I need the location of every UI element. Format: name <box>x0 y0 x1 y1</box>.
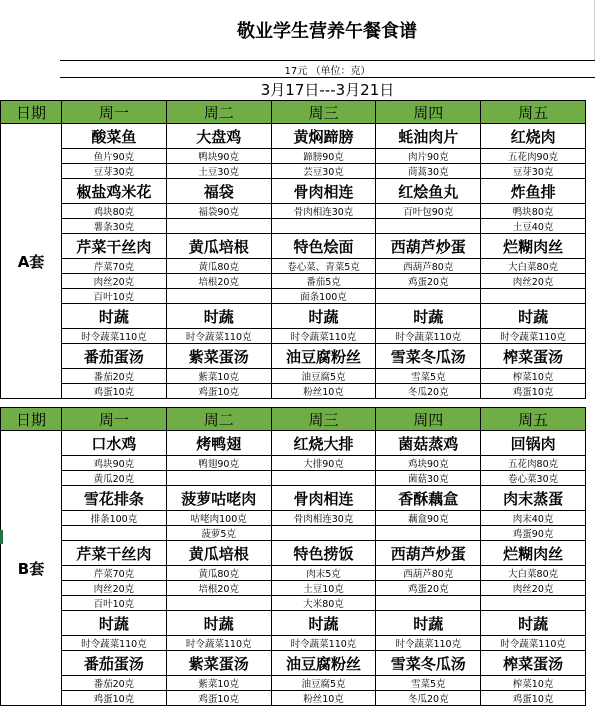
dish-name-cell: 香酥藕盒 <box>376 486 481 511</box>
ingredient-cell <box>376 289 481 304</box>
ingredient-cell: 鸡块80克 <box>62 204 167 219</box>
dish-name-cell: 时蔬 <box>481 611 586 636</box>
ingredient-cell: 菠萝5克 <box>166 526 271 541</box>
ingredient-cell: 时令蔬菜110克 <box>376 329 481 344</box>
dish-name-cell: 榨菜蛋汤 <box>481 651 586 676</box>
ingredient-cell: 福袋90克 <box>166 204 271 219</box>
dish-name-cell: 黄瓜培根 <box>166 541 271 566</box>
ingredient-row <box>1 259 586 274</box>
date-range: 3月17日---3月21日 <box>260 80 395 99</box>
ingredient-row <box>1 511 586 526</box>
ingredient-cell: 咕咾肉100克 <box>166 511 271 526</box>
dish-name-cell: 紫菜蛋汤 <box>166 651 271 676</box>
dish-name-cell: 时蔬 <box>376 304 481 329</box>
ingredient-cell: 骨肉相连30克 <box>271 511 376 526</box>
ingredient-cell: 冬瓜20克 <box>376 691 481 706</box>
ingredient-cell: 西葫芦80克 <box>376 259 481 274</box>
ingredient-row <box>1 274 586 289</box>
dish-name-cell: 西葫芦炒蛋 <box>376 541 481 566</box>
ingredient-cell: 紫菜10克 <box>166 676 271 691</box>
ingredient-cell: 鸡蛋20克 <box>376 274 481 289</box>
ingredient-cell: 粉丝10克 <box>271 384 376 399</box>
set-label: A套 <box>1 124 62 399</box>
dish-name-cell: 雪花排条 <box>62 486 167 511</box>
dish-row <box>1 651 586 676</box>
ingredient-cell: 肉末40克 <box>481 511 586 526</box>
ingredient-row <box>1 526 586 541</box>
ingredient-cell: 雪菜5克 <box>376 676 481 691</box>
ingredient-cell <box>62 526 167 541</box>
ingredient-cell: 卷心菜、青菜5克 <box>271 259 376 274</box>
ingredient-cell: 鸡蛋10克 <box>62 384 167 399</box>
ingredient-cell: 肉末5克 <box>271 566 376 581</box>
ingredient-cell: 卷心菜30克 <box>481 471 586 486</box>
ingredient-cell: 时令蔬菜110克 <box>271 636 376 651</box>
dish-row <box>1 486 586 511</box>
day-header-cell: 周四 <box>376 101 481 124</box>
ingredient-cell: 雪菜5克 <box>376 369 481 384</box>
ingredient-cell <box>166 471 271 486</box>
dish-name-cell: 烤鸭翅 <box>166 431 271 456</box>
ingredient-row <box>1 164 586 179</box>
dish-name-cell: 大盘鸡 <box>166 124 271 149</box>
ingredient-cell: 黄瓜80克 <box>166 566 271 581</box>
ingredient-cell: 时令蔬菜110克 <box>376 636 481 651</box>
dish-row <box>1 541 586 566</box>
ingredient-cell: 百叶10克 <box>62 596 167 611</box>
dish-name-cell: 炸鱼排 <box>481 179 586 204</box>
ingredient-cell: 鸭块80克 <box>481 204 586 219</box>
dish-name-cell: 回锅肉 <box>481 431 586 456</box>
dish-name-cell: 油豆腐粉丝 <box>271 651 376 676</box>
dish-name-cell: 时蔬 <box>376 611 481 636</box>
ingredient-cell: 时令蔬菜110克 <box>481 329 586 344</box>
ingredient-cell: 油豆腐5克 <box>271 676 376 691</box>
ingredient-row <box>1 384 586 399</box>
day-header-row <box>1 101 586 124</box>
ingredient-row <box>1 581 586 596</box>
dish-name-cell: 福袋 <box>166 179 271 204</box>
ingredient-row <box>1 471 586 486</box>
ingredient-row <box>1 596 586 611</box>
ingredient-cell: 番茄5克 <box>271 274 376 289</box>
dish-name-cell: 芹菜干丝肉 <box>62 541 167 566</box>
ingredient-cell: 肉丝20克 <box>481 274 586 289</box>
ingredient-cell: 西葫芦80克 <box>376 566 481 581</box>
ingredient-cell: 时令蔬菜110克 <box>481 636 586 651</box>
day-header-cell: 周二 <box>166 101 271 124</box>
ingredient-cell: 时令蔬菜110克 <box>62 636 167 651</box>
dish-name-cell: 烂糊肉丝 <box>481 234 586 259</box>
page-title: 敬业学生营养午餐食谱 <box>60 0 595 60</box>
ingredient-cell: 鸭块90克 <box>166 149 271 164</box>
ingredient-cell: 紫菜10克 <box>166 369 271 384</box>
ingredient-cell: 鸡蛋10克 <box>481 384 586 399</box>
dish-name-cell: 骨肉相连 <box>271 179 376 204</box>
dish-name-cell: 红烧肉 <box>481 124 586 149</box>
dish-name-cell: 时蔬 <box>271 304 376 329</box>
ingredient-cell <box>376 596 481 611</box>
ingredient-cell: 大米80克 <box>271 596 376 611</box>
ingredient-cell: 土豆10克 <box>271 581 376 596</box>
menu-table-set-b <box>0 407 586 706</box>
ingredient-cell: 油豆腐5克 <box>271 369 376 384</box>
dish-name-cell: 时蔬 <box>166 611 271 636</box>
dish-name-cell: 芹菜干丝肉 <box>62 234 167 259</box>
ingredient-row <box>1 149 586 164</box>
ingredient-cell <box>376 526 481 541</box>
dish-name-cell: 特色烩面 <box>271 234 376 259</box>
ingredient-cell <box>271 471 376 486</box>
ingredient-row <box>1 636 586 651</box>
ingredient-cell <box>271 526 376 541</box>
dish-row <box>1 304 586 329</box>
ingredient-cell: 骨肉相连30克 <box>271 204 376 219</box>
day-header-cell: 周五 <box>481 101 586 124</box>
dish-name-cell: 椒盐鸡米花 <box>62 179 167 204</box>
ingredient-cell <box>481 596 586 611</box>
ingredient-cell: 肉丝20克 <box>481 581 586 596</box>
day-header-cell: 周一 <box>62 101 167 124</box>
ingredient-cell: 鸡蛋10克 <box>166 384 271 399</box>
dish-name-cell: 雪菜冬瓜汤 <box>376 651 481 676</box>
ingredient-cell <box>481 289 586 304</box>
dish-name-cell: 雪菜冬瓜汤 <box>376 344 481 369</box>
dish-name-cell: 榨菜蛋汤 <box>481 344 586 369</box>
ingredient-row <box>1 329 586 344</box>
ingredient-cell: 大排90克 <box>271 456 376 471</box>
ingredient-cell: 五花肉90克 <box>481 149 586 164</box>
ingredient-cell: 蹄膀90克 <box>271 149 376 164</box>
ingredient-cell: 时令蔬菜110克 <box>62 329 167 344</box>
ingredient-cell: 茼蒿30克 <box>376 164 481 179</box>
dish-name-cell: 特色捞饭 <box>271 541 376 566</box>
day-header-cell: 周一 <box>62 408 167 431</box>
day-header-row <box>1 408 586 431</box>
ingredient-cell: 鸡蛋20克 <box>376 581 481 596</box>
dish-name-cell: 番茄蛋汤 <box>62 344 167 369</box>
dish-row <box>1 234 586 259</box>
dish-row <box>1 611 586 636</box>
dish-name-cell: 蚝油肉片 <box>376 124 481 149</box>
ingredient-cell: 黄瓜80克 <box>166 259 271 274</box>
dish-name-cell: 黄瓜培根 <box>166 234 271 259</box>
day-header-cell: 周四 <box>376 408 481 431</box>
dish-name-cell: 时蔬 <box>271 611 376 636</box>
ingredient-cell: 芹菜70克 <box>62 259 167 274</box>
date-header-label: 日期 <box>1 101 62 124</box>
ingredient-row <box>1 676 586 691</box>
ingredient-cell: 百叶10克 <box>62 289 167 304</box>
ingredient-cell: 鸡块90克 <box>62 456 167 471</box>
ingredient-cell: 时令蔬菜110克 <box>166 636 271 651</box>
date-header-label: 日期 <box>1 408 62 431</box>
ingredient-cell: 藕盒90克 <box>376 511 481 526</box>
ingredient-cell: 冬瓜20克 <box>376 384 481 399</box>
ingredient-cell: 肉丝20克 <box>62 581 167 596</box>
ingredient-cell: 鸡蛋10克 <box>166 691 271 706</box>
ingredient-cell: 培根20克 <box>166 274 271 289</box>
ingredient-cell: 粉丝10克 <box>271 691 376 706</box>
ingredient-cell: 大白菜80克 <box>481 566 586 581</box>
ingredient-cell: 鸡蛋90克 <box>481 526 586 541</box>
day-header-cell: 周五 <box>481 408 586 431</box>
sheet-side-marker <box>0 530 3 544</box>
dish-name-cell: 红烩鱼丸 <box>376 179 481 204</box>
ingredient-cell: 大白菜80克 <box>481 259 586 274</box>
ingredient-cell: 黄瓜20克 <box>62 471 167 486</box>
dish-name-cell: 黄焖蹄膀 <box>271 124 376 149</box>
dish-name-cell: 西葫芦炒蛋 <box>376 234 481 259</box>
ingredient-cell: 鱼片90克 <box>62 149 167 164</box>
ingredient-cell: 培根20克 <box>166 581 271 596</box>
dish-name-cell: 番茄蛋汤 <box>62 651 167 676</box>
ingredient-cell: 五花肉80克 <box>481 456 586 471</box>
ingredient-row <box>1 219 586 234</box>
ingredient-cell: 土豆30克 <box>166 164 271 179</box>
price-unit-line: 17元 （单位：克） <box>60 60 595 78</box>
dish-name-cell: 菌菇蒸鸡 <box>376 431 481 456</box>
ingredient-cell: 菌菇30克 <box>376 471 481 486</box>
ingredient-cell: 时令蔬菜110克 <box>271 329 376 344</box>
ingredient-row <box>1 369 586 384</box>
dish-name-cell: 时蔬 <box>166 304 271 329</box>
dish-name-cell: 紫菜蛋汤 <box>166 344 271 369</box>
ingredient-cell: 榨菜10克 <box>481 676 586 691</box>
dish-name-cell: 时蔬 <box>62 304 167 329</box>
dish-name-cell: 油豆腐粉丝 <box>271 344 376 369</box>
ingredient-cell: 豆芽30克 <box>481 164 586 179</box>
ingredient-cell <box>166 219 271 234</box>
dish-name-cell: 时蔬 <box>62 611 167 636</box>
ingredient-cell: 鸡块90克 <box>376 456 481 471</box>
dish-row <box>1 344 586 369</box>
day-header-cell: 周三 <box>271 408 376 431</box>
dish-row <box>1 179 586 204</box>
day-header-cell: 周二 <box>166 408 271 431</box>
ingredient-cell: 薯条30克 <box>62 219 167 234</box>
dish-name-cell: 骨肉相连 <box>271 486 376 511</box>
ingredient-cell <box>376 219 481 234</box>
ingredient-cell: 鸭翅90克 <box>166 456 271 471</box>
dish-name-cell: 菠萝咕咾肉 <box>166 486 271 511</box>
ingredient-cell: 榨菜10克 <box>481 369 586 384</box>
ingredient-cell: 鸡蛋10克 <box>481 691 586 706</box>
dish-row <box>1 431 586 456</box>
ingredient-cell: 鸡蛋10克 <box>62 691 167 706</box>
ingredient-cell <box>271 219 376 234</box>
ingredient-cell: 肉片90克 <box>376 149 481 164</box>
ingredient-cell <box>166 596 271 611</box>
set-label: B套 <box>1 431 62 706</box>
ingredient-cell <box>166 289 271 304</box>
dish-row <box>1 124 586 149</box>
ingredient-cell: 番茄20克 <box>62 676 167 691</box>
ingredient-row <box>1 456 586 471</box>
ingredient-cell: 芸豆30克 <box>271 164 376 179</box>
menu-table-set-a <box>0 100 586 399</box>
ingredient-cell: 时令蔬菜110克 <box>166 329 271 344</box>
ingredient-cell: 番茄20克 <box>62 369 167 384</box>
ingredient-row <box>1 204 586 219</box>
ingredient-cell: 肉丝20克 <box>62 274 167 289</box>
day-header-cell: 周三 <box>271 101 376 124</box>
ingredient-cell: 排条100克 <box>62 511 167 526</box>
ingredient-row <box>1 691 586 706</box>
dish-name-cell: 时蔬 <box>481 304 586 329</box>
ingredient-cell: 豆芽30克 <box>62 164 167 179</box>
dish-name-cell: 烂糊肉丝 <box>481 541 586 566</box>
dish-name-cell: 肉末蒸蛋 <box>481 486 586 511</box>
ingredient-cell: 芹菜70克 <box>62 566 167 581</box>
dish-name-cell: 红烧大排 <box>271 431 376 456</box>
ingredient-cell: 百叶包90克 <box>376 204 481 219</box>
dish-name-cell: 酸菜鱼 <box>62 124 167 149</box>
ingredient-row <box>1 289 586 304</box>
ingredient-cell: 面条100克 <box>271 289 376 304</box>
ingredient-cell: 土豆40克 <box>481 219 586 234</box>
ingredient-row <box>1 566 586 581</box>
dish-name-cell: 口水鸡 <box>62 431 167 456</box>
